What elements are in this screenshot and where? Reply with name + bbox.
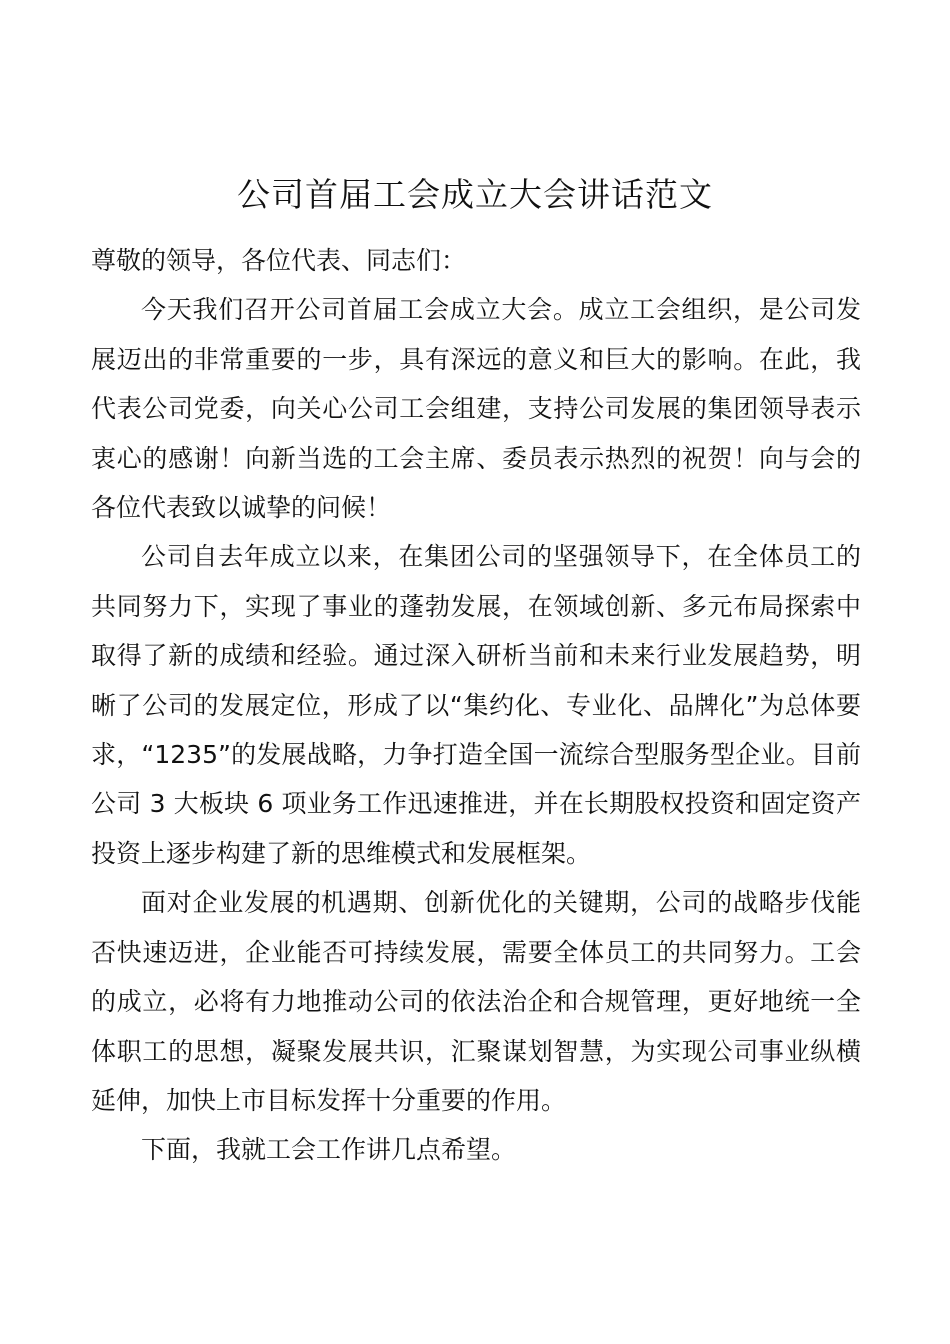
paragraph-development: 公司自去年成立以来，在集团公司的坚强领导下，在全体员工的共同努力下，实现了事业的蓬勃发展，在领域创新、多元布局探索中取得了新的成绩和经验。通过深入研析当前和未来行业发展趋势，明晰了公司的发展定位，形成了以“集约化、专业化、品牌化”为总体要求，“1235”的发展战略，力争打造全国一流综合型服务型企业。目前公司 3 大板块 6 项业务工作迅速推进，并在长期股权投资和固定资产投资上逐步构建了新的思维模式和发展框架。 [91,542,861,868]
salutation: 尊敬的领导，各位代表、同志们： [91,246,467,275]
paragraph-opening: 今天我们召开公司首届工会成立大会。成立工会组织，是公司发展迈出的非常重要的一步，具有深远的意义和巨大的影响。在此，我代表公司党委，向关心公司工会组建，支持公司发展的集团领导表示衷心的感谢！向新当选的工会主席、委员表示热烈的祝贺！向与会的各位代表致以诚挚的问候！ [91,295,861,523]
paragraph-significance: 面对企业发展的机遇期、创新优化的关键期，公司的战略步伐能否快速迈进，企业能否可持续发展，需要全体员工的共同努力。工会的成立，必将有力地推动公司的依法治企和合规管理，更好地统一全体职工的思想，凝聚发展共识，汇聚谋划智慧，为实现公司事业纵横延伸，加快上市目标发挥十分重要的作用。 [91,888,861,1115]
document-body [91,236,861,1175]
paragraph-transition: 下面，我就工会工作讲几点希望。 [141,1135,517,1165]
document-title: 公司首届工会成立大会讲话范文 [237,175,713,214]
